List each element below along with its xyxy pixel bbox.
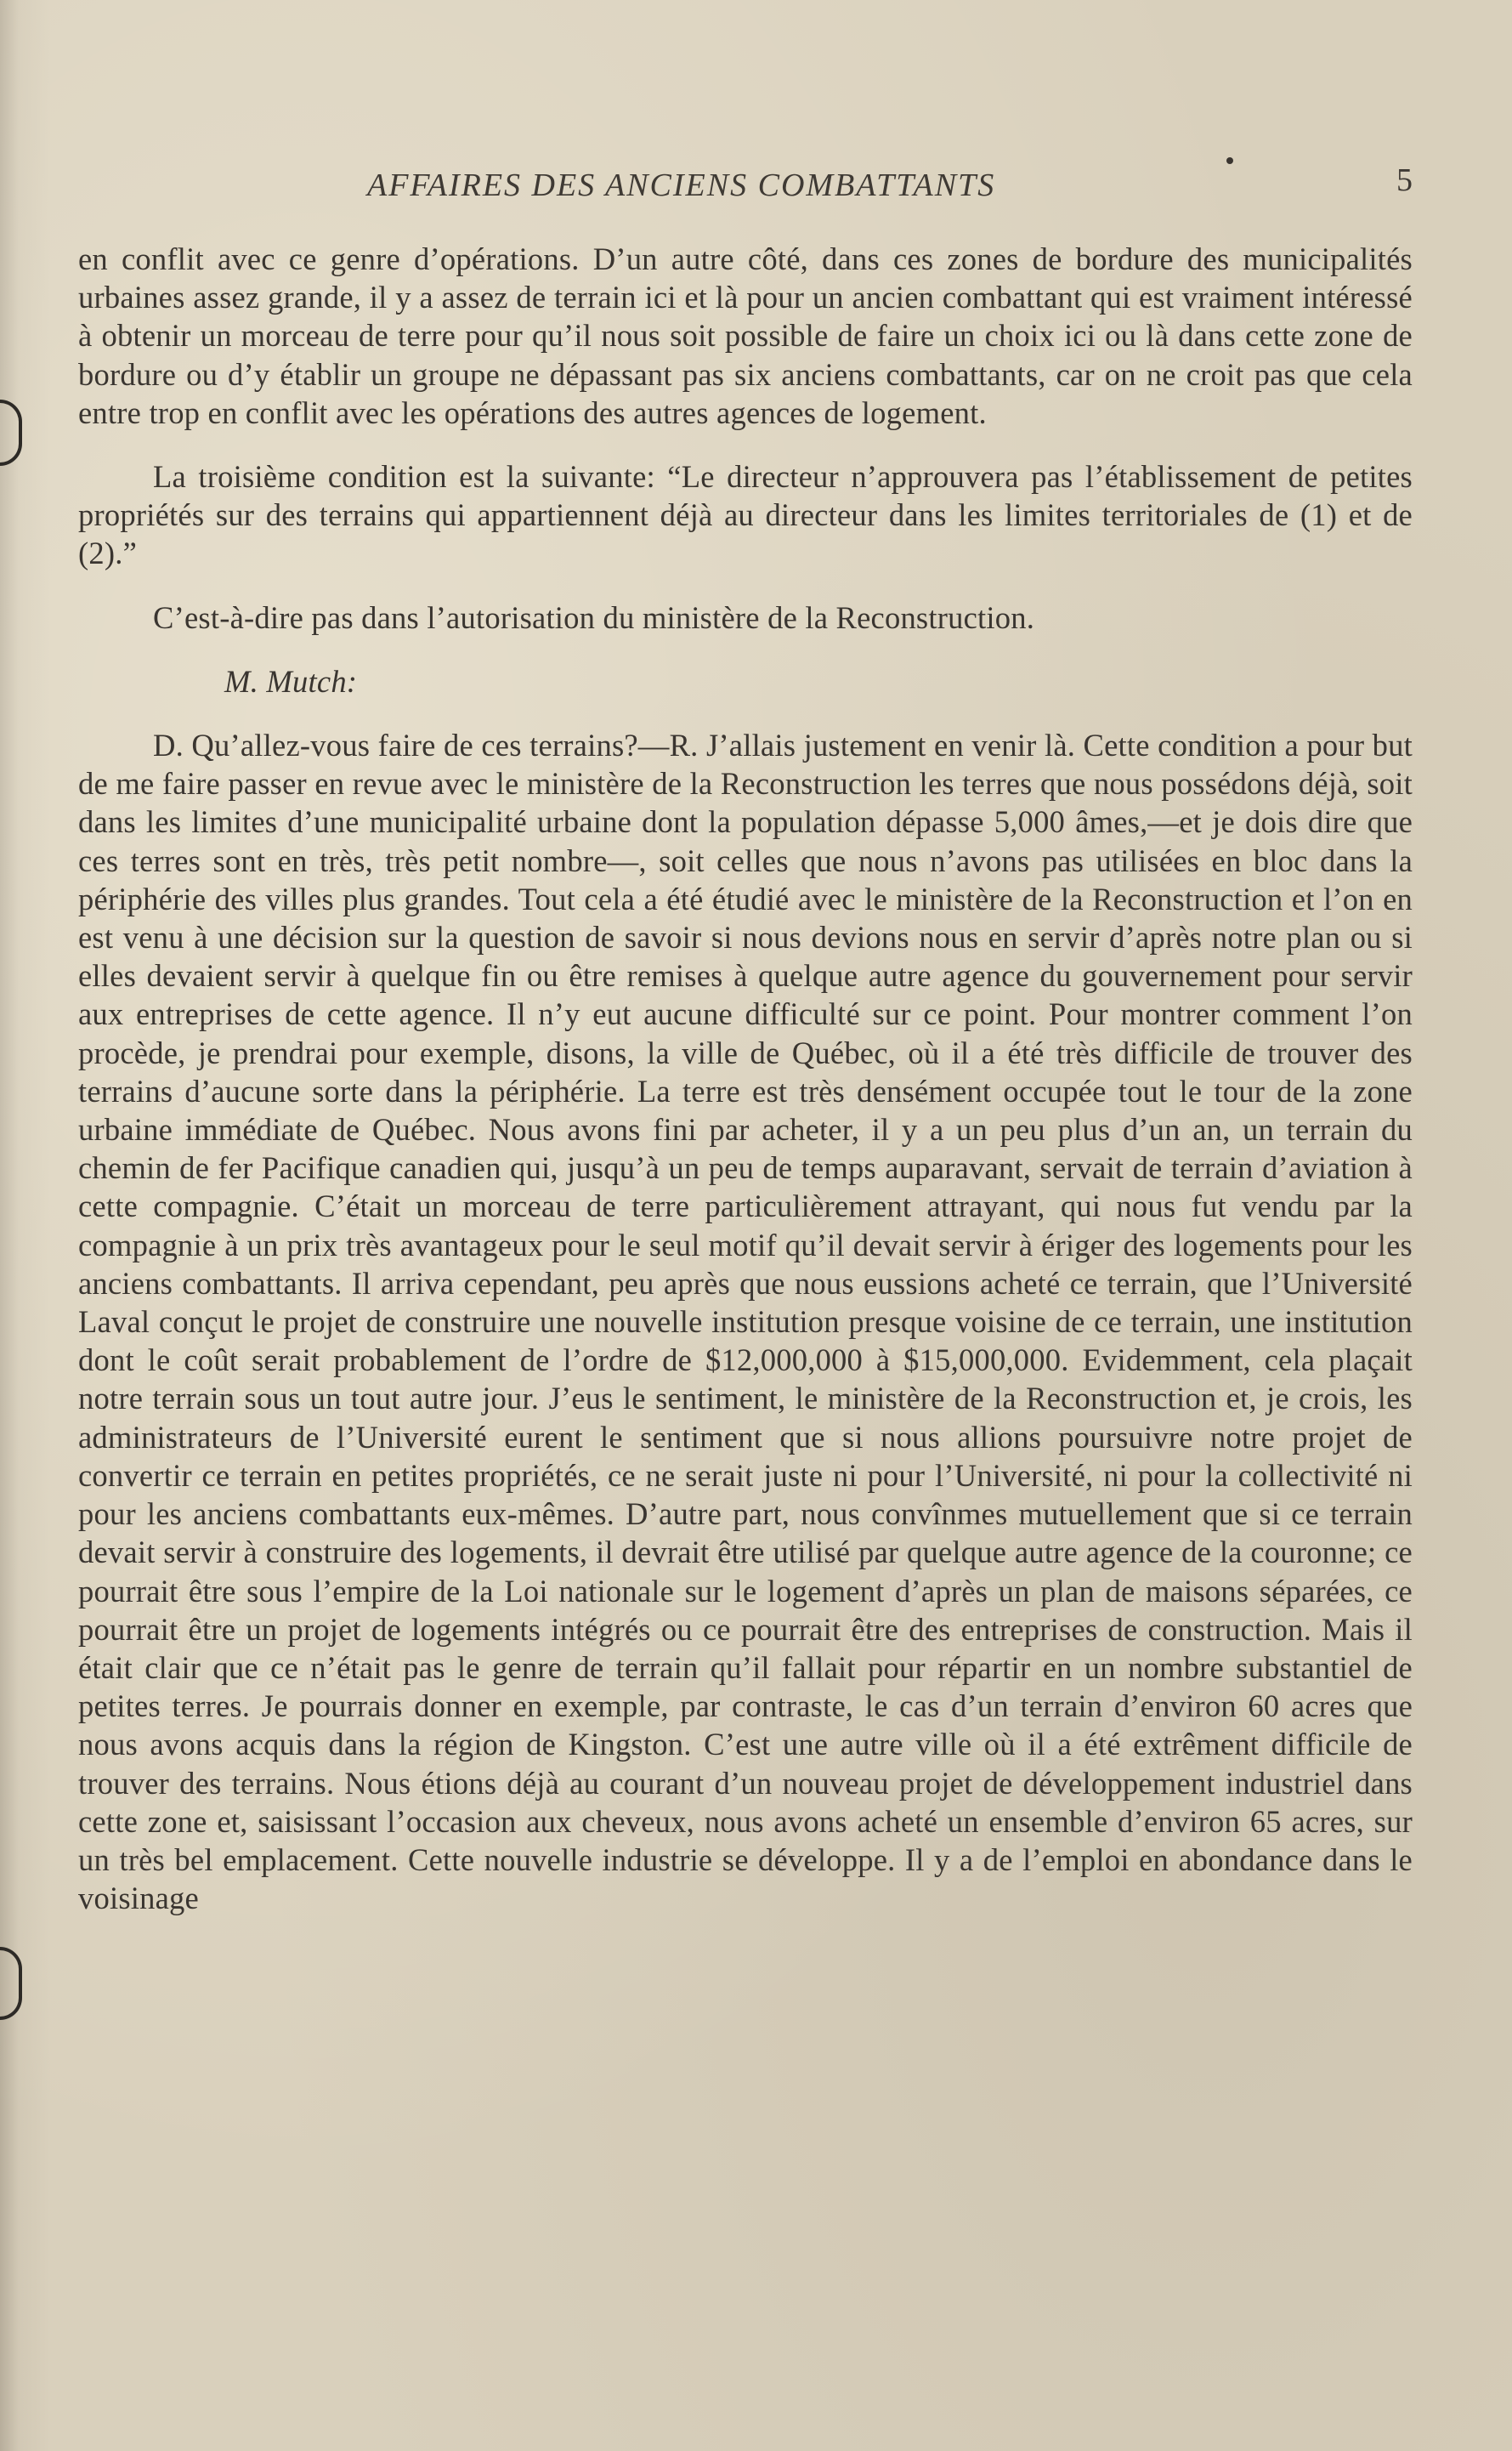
paragraph: D. Qu’allez-vous faire de ces terrains?—R. J’allais justement en venir là. Cette condition a pour but de me faire passer en revue avec le ministère de la Reconstruction les terres que nous possédons déjà, soit dans les limites d’une municipalité urbaine dont la population dépasse 5,000 âmes,—et je dois dire que ces terres sont en très, très petit nombre—, soit celles que nous n’avons pas utilisées en bloc dans la périphérie des villes plus grandes. Tout cela a été étudié avec le ministère de la Reconstruction et l’on en est venu à une décision sur la question de savoir si nous devions nous en servir d’après notre plan ou si elles devaient servir à quelque fin ou être remises à quelque autre agence du gouvernement pour servir aux entreprises de cette agence. Il n’y eut aucune difficulté sur ce point. Pour montrer comment l’on procède, je prendrai pour exemple, disons, la ville de Québec, où il a été très difficile de trouver des terrains d’aucune sorte dans la périphérie. La terre est très densément occupée tout le tour de la zone urbaine immédiate de Québec. Nous avons fini par acheter, il y a un peu plus d’un an, un terrain du chemin de fer Pacifique canadien qui, jusqu’à un peu de temps auparavant, servait de terrain d’aviation à cette compagnie. C’était un morceau de terre particulièrement attrayant, qui nous fut vendu par la compagnie à un prix très avantageux pour le seul motif qu’il devait servir à ériger des logements pour les anciens combattants. Il arriva cependant, peu après que nous eussions acheté ce terrain, que l’Université Laval conçut le projet de construire une nouvelle institution presque voisine de ce terrain, une institution dont le coût serait probablement de l’ordre de $12,000,000 à $15,000,000. Evidemment, cela plaçait notre terrain sous un tout autre jour. J’eus le sentiment, le ministère de la Reconstruction et, je crois, les administrateurs de l’Université eurent le sentiment que si nous allions poursuivre notre projet de convertir ce terrain en petites propriétés, ce ne serait juste ni pour l’Université, ni pour la collectivité ni pour les anciens combattants eux-mêmes. D’autre part, nous convînmes mutuellement que si ce terrain devait servir à construire des logements, il devrait être utilisé par quelque autre agence de la couronne; ce pourrait être sous l’empire de la Loi nationale sur le logement d’après un plan de maisons séparées, ce pourrait être un projet de logements intégrés ou ce pourrait être des entreprises de construction. Mais il était clair que ce n’était pas le genre de terrain qu’il fallait pour répartir en un nombre substantiel de petites terres. Je pourrais donner en exemple, par contraste, le cas d’un terrain d’environ 60 acres que nous avons acquis dans la région de Kingston. C’est une autre ville où il a été extrêment difficile de trouver des terrains. Nous étions déjà au courant d’un nouveau projet de développement industriel dans cette zone et, saisissant l’occasion aux cheveux, nous avons acheté un ensemble d’environ 65 acres, sur un très bel emplacement. Cette nouvelle industrie se développe. Il y a de l’emploi en abondance dans le voisinage (78, 728, 1413, 1916)
running-title: AFFAIRES DES ANCIENS COMBATTANTS (367, 167, 996, 203)
page-body (78, 240, 1413, 1917)
paragraph: en conflit avec ce genre d’opérations. D’un autre côté, dans ces zones de bordure des municipalités urbaines assez grande, il y a assez de terrain ici et là pour un ancien combattant qui est vraiment intéressé à obtenir un morceau de terre pour qu’il nous soit possible de faire un choix ici ou là dans cette zone de bordure ou d’y établir un groupe ne dépassant pas six anciens combattants, car on ne croit pas que cela entre trop en conflit avec les opérations des autres agences de logement. (78, 241, 1413, 430)
binding-mark (0, 1947, 22, 2020)
speaker-heading: M. Mutch: (224, 663, 358, 699)
binding-mark (0, 400, 22, 466)
paragraph: C’est-à-dire pas dans l’autorisation du ministère de la Reconstruction. (153, 599, 1035, 635)
running-header (78, 162, 1413, 213)
paragraph: La troisième condition est la suivante: “Le directeur n’approuvera pas l’établissement de petites propriétés sur des terrains qui appartiennent déjà au directeur dans les limites territoriales de (1) et de (2).” (78, 459, 1413, 571)
page-number: 5 (1396, 162, 1413, 198)
